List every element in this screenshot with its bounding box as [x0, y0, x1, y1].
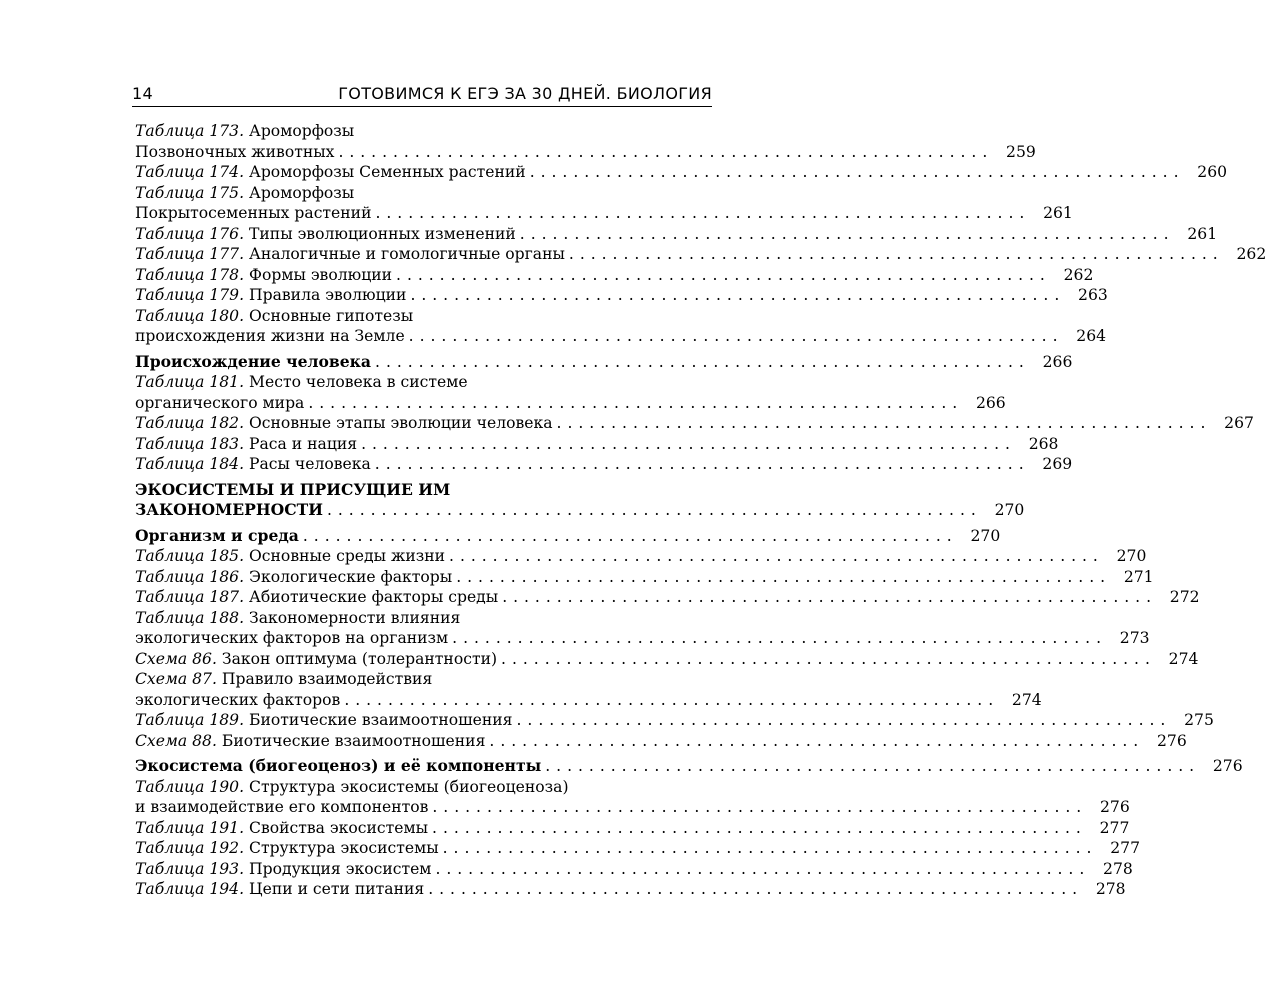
entry-page: 269	[1042, 455, 1073, 473]
leader-dots: . . . . . . . . . . . . . . . . . . . . . . . . . . . . . . . . . . . . . . . . . . . . . . . . . . . . . . . . . . . .	[519, 224, 1170, 243]
toc-entry-table-185[interactable]	[135, 546, 1147, 567]
leader-dots: . . . . . . . . . . . . . . . . . . . . . . . . . . . . . . . . . . . . . . . . . . . . . . . . . . . . . . . . . . . .	[435, 859, 1085, 878]
entry-title: Ароморфозы	[249, 122, 355, 140]
entry-label: Таблица 185.	[135, 547, 245, 565]
toc-entry-table-176[interactable]	[135, 224, 1218, 245]
leader-dots: . . . . . . . . . . . . . . . . . . . . . . . . . . . . . . . . . . . . . . . . . . . . . . . . . . . . . . . . . . . .	[432, 798, 1082, 816]
entry-page: 277	[1110, 839, 1141, 857]
entry-label: Таблица 187.	[135, 588, 245, 606]
entry-label: Таблица 189.	[135, 711, 245, 729]
entry-title: Структура экосистемы (биогеоценоза)	[249, 777, 569, 796]
leader-dots: . . . . . . . . . . . . . . . . . . . . . . . . . . . . . . . . . . . . . . . . . . . . . . . . . . . . . . . . . . . .	[308, 393, 958, 412]
leader-dots: . . . . . . . . . . . . . . . . . . . . . . . . . . . . . . . . . . . . . . . . . . . . . . . . . . . . . . . . . . . .	[396, 265, 1046, 284]
entry-title: Экологические факторы	[249, 567, 453, 586]
entry-page: 262	[1236, 245, 1266, 263]
entry-page: 277	[1099, 818, 1130, 837]
entry-page: 270	[994, 501, 1025, 519]
entry-page: 272	[1169, 588, 1200, 606]
entry-page: 275	[1184, 711, 1214, 729]
entry-label: Таблица 175.	[135, 183, 245, 202]
entry-page: 267	[1224, 414, 1254, 432]
entry-title: экологических факторов на организм	[135, 629, 449, 647]
entry-title: и взаимодействие его компонентов	[135, 798, 429, 816]
entry-title: Основные этапы эволюции человека	[249, 414, 553, 432]
entry-page: 261	[1043, 204, 1073, 222]
leader-dots: . . . . . . . . . . . . . . . . . . . . . . . . . . . . . . . . . . . . . . . . . . . . . . . . . . . . . . . . . . . .	[302, 526, 953, 545]
entry-title: Аналогичные и гомологичные органы	[249, 245, 565, 263]
entry-title: Биотические взаимоотношения	[249, 711, 513, 729]
entry-page: 270	[970, 526, 1001, 545]
entry-title: Место человека в системе	[249, 373, 468, 391]
entry-title: Структура экосистемы	[249, 839, 439, 857]
toc-entry-table-184[interactable]	[135, 454, 1073, 475]
entry-title: Биотические взаимоотношения	[221, 731, 486, 750]
entry-label: Схема 88.	[135, 731, 217, 750]
leader-dots: . . . . . . . . . . . . . . . . . . . . . . . . . . . . . . . . . . . . . . . . . . . . . . . . . . . . . . . . . . . .	[529, 163, 1180, 181]
toc-entry-table-190[interactable]	[135, 777, 1130, 818]
entry-title: Основные среды жизни	[249, 547, 446, 565]
toc-entry-table-188[interactable]	[135, 608, 1150, 649]
entry-page: 259	[1006, 142, 1036, 161]
section-title: Происхождение человека	[135, 351, 372, 371]
entry-title: Основные гипотезы	[249, 306, 414, 325]
toc-entry-table-181[interactable]	[135, 372, 1006, 413]
entry-page: 266	[1042, 352, 1073, 371]
entry-title: Ароморфозы	[249, 183, 355, 202]
leader-dots: . . . . . . . . . . . . . . . . . . . . . . . . . . . . . . . . . . . . . . . . . . . . . . . . . . . . . . . . . . . .	[338, 142, 988, 161]
entry-page: 268	[1028, 434, 1059, 453]
entry-page: 271	[1123, 567, 1154, 586]
chapter-title: ЭКОСИСТЕМЫ И ПРИСУЩИЕ ИМ	[135, 479, 451, 499]
leader-dots: . . . . . . . . . . . . . . . . . . . . . . . . . . . . . . . . . . . . . . . . . . . . . . . . . . . . . . . . . . . .	[375, 352, 1025, 371]
entry-label: Таблица 192.	[135, 839, 245, 857]
entry-label: Таблица 180.	[135, 306, 245, 325]
leader-dots: . . . . . . . . . . . . . . . . . . . . . . . . . . . . . . . . . . . . . . . . . . . . . . . . . . . . . . . . . . . .	[442, 839, 1093, 857]
toc-entry-table-193[interactable]	[135, 859, 1133, 880]
entry-label: Таблица 181.	[135, 373, 245, 391]
entry-label: Таблица 179.	[135, 286, 245, 304]
entry-title: Правила эволюции	[249, 286, 407, 304]
entry-page: 276	[1212, 757, 1243, 775]
entry-title: Позвоночных животных	[135, 142, 335, 161]
entry-page: 263	[1078, 286, 1108, 304]
entry-title: Свойства экосистемы	[249, 818, 429, 837]
entry-label: Таблица 173.	[135, 122, 245, 140]
entry-page: 266	[975, 393, 1006, 412]
entry-title: происхождения жизни на Земле	[135, 327, 405, 345]
toc-section-organism-environment[interactable]	[135, 525, 1001, 547]
entry-label: Таблица 178.	[135, 265, 245, 284]
entry-label: Таблица 191.	[135, 818, 245, 837]
toc-entry-table-175[interactable]	[135, 183, 1073, 224]
leader-dots: . . . . . . . . . . . . . . . . . . . . . . . . . . . . . . . . . . . . . . . . . . . . . . . . . . . . . . . . . . . .	[501, 649, 1151, 668]
toc-entry-table-180[interactable]	[135, 306, 1107, 347]
leader-dots: . . . . . . . . . . . . . . . . . . . . . . . . . . . . . . . . . . . . . . . . . . . . . . . . . . . . . . . . . . . .	[456, 567, 1106, 586]
entry-page: 274	[1168, 649, 1199, 668]
entry-label: Таблица 188.	[135, 608, 245, 627]
table-of-contents	[135, 121, 1266, 900]
chapter-title: ЗАКОНОМЕРНОСТИ	[135, 500, 323, 519]
toc-chapter-ecosystems[interactable]	[135, 479, 1025, 521]
entry-page: 276	[1157, 731, 1187, 750]
entry-title: Продукция экосистем	[249, 859, 432, 878]
entry-page: 273	[1119, 629, 1150, 647]
toc-entry-scheme-88[interactable]	[135, 731, 1187, 752]
entry-title: Расы человека	[249, 455, 371, 473]
entry-title: Формы эволюции	[249, 265, 393, 284]
leader-dots: . . . . . . . . . . . . . . . . . . . . . . . . . . . . . . . . . . . . . . . . . . . . . . . . . . . . . . . . . . . .	[361, 434, 1011, 453]
toc-entry-table-173[interactable]	[135, 121, 1036, 162]
entry-page: 260	[1197, 163, 1228, 181]
toc-section-ecosystem[interactable]	[135, 756, 1243, 777]
entry-title: Абиотические факторы среды	[249, 588, 499, 606]
toc-entry-table-174[interactable]	[135, 162, 1228, 183]
entry-label: Таблица 190.	[135, 777, 245, 796]
entry-page: 264	[1076, 327, 1107, 345]
running-header	[132, 84, 712, 106]
leader-dots: . . . . . . . . . . . . . . . . . . . . . . . . . . . . . . . . . . . . . . . . . . . . . . . . . . . . . . . . . . . .	[410, 286, 1060, 304]
leader-dots: . . . . . . . . . . . . . . . . . . . . . . . . . . . . . . . . . . . . . . . . . . . . . . . . . . . . . . . . . . . .	[489, 731, 1139, 750]
entry-title: Типы эволюционных изменений	[249, 224, 516, 243]
entry-title: Закон оптимума (толерантности)	[221, 649, 498, 668]
section-title: Организм и среда	[135, 525, 299, 545]
leader-dots: . . . . . . . . . . . . . . . . . . . . . . . . . . . . . . . . . . . . . . . . . . . . . . . . . . . . . . . . . . . .	[556, 414, 1206, 432]
header-rule	[132, 106, 712, 107]
entry-label: Схема 87.	[135, 670, 217, 688]
entry-title: Раса и нация	[249, 434, 358, 453]
leader-dots: . . . . . . . . . . . . . . . . . . . . . . . . . . . . . . . . . . . . . . . . . . . . . . . . . . . . . . . . . . . .	[452, 629, 1102, 647]
leader-dots: . . . . . . . . . . . . . . . . . . . . . . . . . . . . . . . . . . . . . . . . . . . . . . . . . . . . . . . . . . . .	[408, 327, 1059, 345]
entry-title: Правило взаимодействия	[221, 670, 433, 688]
toc-entry-table-177[interactable]	[135, 244, 1266, 265]
leader-dots: . . . . . . . . . . . . . . . . . . . . . . . . . . . . . . . . . . . . . . . . . . . . . . . . . . . . . . . . . . . .	[428, 880, 1078, 898]
entry-label: Схема 86.	[135, 649, 217, 668]
entry-title: Ароморфозы Семенных растений	[249, 163, 526, 181]
toc-entry-table-182[interactable]	[135, 413, 1254, 434]
toc-entry-scheme-87[interactable]	[135, 669, 1042, 710]
entry-page: 278	[1103, 859, 1133, 878]
entry-label: Таблица 177.	[135, 245, 245, 263]
entry-page: 278	[1095, 880, 1126, 898]
leader-dots: . . . . . . . . . . . . . . . . . . . . . . . . . . . . . . . . . . . . . . . . . . . . . . . . . . . . . . . . . . . .	[344, 690, 994, 709]
page-number: 14	[132, 84, 153, 103]
toc-entry-table-179[interactable]	[135, 285, 1108, 306]
toc-entry-table-183[interactable]	[135, 434, 1059, 455]
toc-entry-scheme-86[interactable]	[135, 649, 1199, 670]
book-title: ГОТОВИМСЯ К ЕГЭ ЗА 30 ДНЕЙ. БИОЛОГИЯ	[338, 84, 712, 103]
leader-dots: . . . . . . . . . . . . . . . . . . . . . . . . . . . . . . . . . . . . . . . . . . . . . . . . . . . . . . . . . . . .	[502, 588, 1152, 606]
entry-label: Таблица 174.	[135, 163, 245, 181]
entry-title: Закономерности влияния	[249, 608, 461, 627]
entry-title: органического мира	[135, 393, 305, 412]
entry-page: 262	[1063, 265, 1094, 284]
entry-title: Цепи и сети питания	[249, 880, 425, 898]
toc-entry-table-191[interactable]	[135, 818, 1130, 839]
entry-title: экологических факторов	[135, 690, 341, 709]
entry-page: 270	[1116, 547, 1147, 565]
toc-entry-table-187[interactable]	[135, 587, 1200, 608]
entry-title: Покрытосеменных растений	[135, 204, 372, 222]
leader-dots: . . . . . . . . . . . . . . . . . . . . . . . . . . . . . . . . . . . . . . . . . . . . . . . . . . . . . . . . . . . .	[375, 204, 1025, 222]
entry-label: Таблица 194.	[135, 880, 245, 898]
entry-label: Таблица 193.	[135, 859, 245, 878]
toc-entry-table-178[interactable]	[135, 265, 1094, 286]
section-title: Экосистема (биогеоценоз) и её компоненты	[135, 756, 542, 775]
toc-entry-table-194[interactable]	[135, 879, 1126, 900]
entry-label: Таблица 184.	[135, 455, 245, 473]
toc-entry-table-192[interactable]	[135, 838, 1141, 859]
entry-label: Таблица 183.	[135, 434, 245, 453]
leader-dots: . . . . . . . . . . . . . . . . . . . . . . . . . . . . . . . . . . . . . . . . . . . . . . . . . . . . . . . . . . . .	[374, 455, 1025, 473]
leader-dots: . . . . . . . . . . . . . . . . . . . . . . . . . . . . . . . . . . . . . . . . . . . . . . . . . . . . . . . . . . . .	[568, 245, 1219, 263]
leader-dots: . . . . . . . . . . . . . . . . . . . . . . . . . . . . . . . . . . . . . . . . . . . . . . . . . . . . . . . . . . . .	[432, 818, 1082, 837]
entry-page: 274	[1011, 690, 1042, 709]
entry-label: Таблица 182.	[135, 414, 245, 432]
entry-label: Таблица 186.	[135, 567, 245, 586]
leader-dots: . . . . . . . . . . . . . . . . . . . . . . . . . . . . . . . . . . . . . . . . . . . . . . . . . . . . . . . . . . . .	[326, 501, 977, 519]
toc-entry-table-189[interactable]	[135, 710, 1214, 731]
leader-dots: . . . . . . . . . . . . . . . . . . . . . . . . . . . . . . . . . . . . . . . . . . . . . . . . . . . . . . . . . . . .	[516, 711, 1166, 729]
toc-entry-table-186[interactable]	[135, 567, 1154, 588]
toc-section-human-origin[interactable]	[135, 351, 1073, 373]
entry-page: 261	[1187, 224, 1218, 243]
entry-page: 276	[1100, 798, 1130, 816]
leader-dots: . . . . . . . . . . . . . . . . . . . . . . . . . . . . . . . . . . . . . . . . . . . . . . . . . . . . . . . . . . . .	[449, 547, 1099, 565]
leader-dots: . . . . . . . . . . . . . . . . . . . . . . . . . . . . . . . . . . . . . . . . . . . . . . . . . . . . . . . . . . . .	[545, 757, 1195, 775]
entry-label: Таблица 176.	[135, 224, 245, 243]
